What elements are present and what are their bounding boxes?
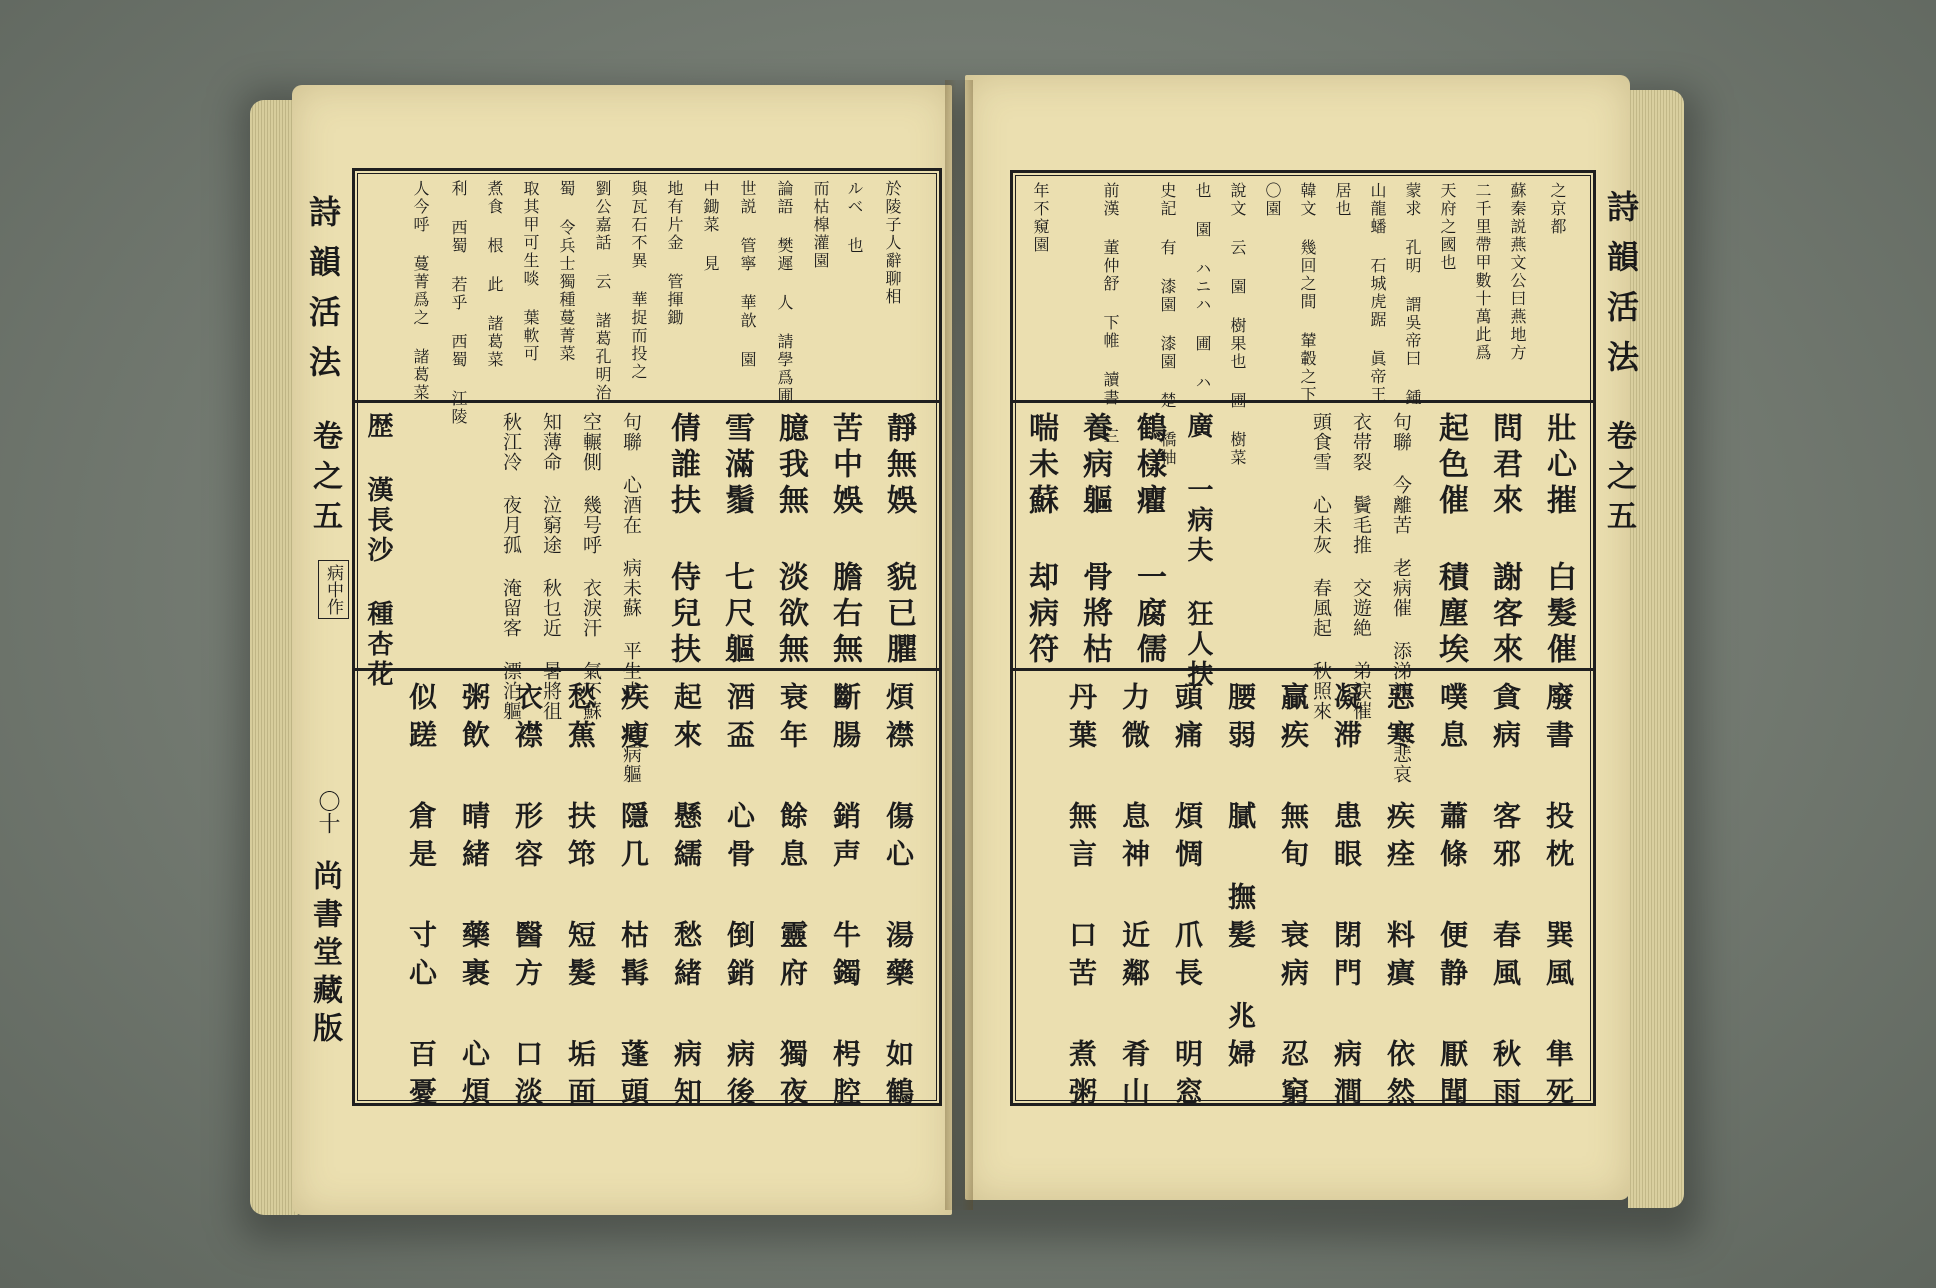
right-verse-col: 頭食雪 心未灰 春風起 秋照來: [1310, 412, 1332, 721]
left-vocab-col: 疾瘦 隱几 枯髯 蓬頭: [617, 682, 650, 1115]
left-verse-col: 秋江冷 夜月孤 淹留客 漂泊軀: [500, 412, 522, 721]
right-edge-volume: 卷之五: [1601, 420, 1636, 540]
left-verse-col: 苦中娛 膽右無: [827, 412, 862, 669]
right-upper-col: 前漢 董仲舒 下帷 讀書 三: [1101, 182, 1120, 446]
left-upper-col: 蜀 令兵士獨種蔓菁菜: [557, 180, 576, 363]
left-upper-col: 劉公嘉話 云 諸葛孔明治: [593, 180, 612, 402]
left-vocab-col: 酒盃 心骨 倒銷 病後: [723, 682, 756, 1115]
left-vocab-col: 粥飲 晴緒 藥裹 心煩: [458, 682, 491, 1115]
right-upper-col: 蘇秦説燕文公曰燕地方: [1508, 182, 1527, 362]
right-vocab-col: 頭痛 煩惆 爪長 明窓: [1171, 682, 1204, 1115]
left-verse-col: 空輾側 幾号呼 衣淚汗 氣不蘇: [580, 412, 602, 721]
left-upper-col: 世説 管寧 華歆 園: [738, 180, 757, 369]
right-upper-col: 之京都: [1548, 182, 1567, 236]
left-edge-title: 詩韻活法: [304, 195, 342, 395]
right-vocab-col: 腰弱 膩 撫髪 兆婦: [1224, 682, 1257, 1077]
left-upper-col: 利 西蜀 若乎 西蜀 江陵: [449, 180, 468, 426]
right-upper-col: 也 園 ハニハ 圃 ハ: [1193, 182, 1212, 392]
right-verse-col: 起色催 積塵埃: [1433, 412, 1468, 669]
left-vocab-col: 斷腸 銷声 牛鐲 枵腔: [829, 682, 862, 1115]
left-vocab-col: 衰年 餘息 靈府 獨夜: [776, 682, 809, 1115]
right-verse-col: 養病軀 骨將枯: [1077, 412, 1112, 669]
right-verse-col: 問君來 謝客來: [1487, 412, 1522, 669]
left-upper-col: 取其甲可生啖 葉軟可: [521, 180, 540, 363]
right-verse-col: 句聯 今離苦 老病催 添涕淚 助悲哀: [1390, 412, 1412, 784]
right-verse-col: 壯心摧 白髮催: [1541, 412, 1576, 669]
left-upper-col: 人今呼 蔓菁爲之 諸葛菜: [411, 180, 430, 402]
right-edge-title: 詩韻活法: [1602, 190, 1640, 390]
left-edge-page-number: 〇十: [315, 790, 340, 834]
right-vocab-col: 凝滞 患眼 閉門 病澗: [1330, 682, 1363, 1115]
right-vocab-col: 惡寒 疾痊 料瘨 依然: [1383, 682, 1416, 1115]
left-upper-col: 與瓦石不異 華捉而投之: [629, 180, 648, 381]
left-upper-col: 於陵子人辭聊相: [883, 180, 902, 306]
left-vocab-col: 煩襟 傷心 湯藥 如鶴: [882, 682, 915, 1115]
left-verse-col: 靜無娛 貌已臞: [881, 412, 916, 669]
left-edge-volume: 卷之五: [307, 420, 342, 540]
left-edge-section: 病中作: [318, 560, 349, 619]
right-upper-col: 〇園: [1263, 182, 1282, 218]
right-upper-col: 居也: [1333, 182, 1352, 218]
left-upper-col: 地有片金 管揮鋤: [665, 180, 684, 327]
left-vocab-col: 愁蕉 扶筇 短髮 垢面: [564, 682, 597, 1115]
right-vocab-col: 噗息 蕭條 便静 厭聞: [1436, 682, 1469, 1115]
left-verse-col: 雪滿鬚 七尺軀: [719, 412, 754, 669]
right-vocab-col: 丹葉 無言 口苦 煮粥: [1065, 682, 1098, 1115]
left-vocab-col: 似蹉 倉是 寸心 百憂: [405, 682, 438, 1115]
right-verse-col: 廣 一病夫 狂人扶: [1183, 412, 1213, 690]
right-verse-col: 衣帯裂 鬢毛推 交遊絶 弟涙催: [1350, 412, 1372, 721]
page-edges-left: [250, 100, 298, 1215]
left-rule-upper: [352, 400, 942, 403]
right-upper-col: 山龍蟠 石城虎踞 眞帝王: [1368, 182, 1387, 404]
left-verse-col: 臆我無 淡欲無: [773, 412, 808, 669]
right-verse-col: 鶴樣癯 一腐儒: [1131, 412, 1166, 669]
right-upper-col: 史記 有 漆園 漆園 楚 橋柚: [1158, 182, 1177, 467]
right-upper-col: 二千里帶甲數十萬此爲: [1473, 182, 1492, 362]
right-upper-col: 蒙求 孔明 謂吳帝曰 鍾: [1403, 182, 1422, 407]
left-upper-col: 中鋤菜 見: [701, 180, 720, 273]
left-vocab-col: 衣襟 形容 醫方 口淡: [511, 682, 544, 1115]
right-vocab-col: 貪病 客邪 春風 秋雨: [1489, 682, 1522, 1115]
right-upper-col: 說文 云 園 樹果也 圃 樹菜: [1228, 182, 1247, 467]
left-verse-col: 句聯 心酒在 病未蘇 平生志 老病軀: [620, 412, 642, 784]
right-upper-col: 天府之國也: [1438, 182, 1457, 272]
right-vocab-col: 廢書 投枕 巽風 隼死: [1542, 682, 1575, 1115]
left-upper-col: ルベ 也: [845, 180, 864, 255]
left-verse-col: 歴 漢長沙 種杏花: [363, 412, 393, 690]
book-gutter: [945, 80, 973, 1210]
left-upper-col: 煮食 根 此 諸葛菜: [485, 180, 504, 369]
right-vocab-col: 贏疾 無旬 衰病 忍窮: [1277, 682, 1310, 1115]
right-verse-col: 喘未蘇 却病符: [1023, 412, 1058, 669]
left-vocab-col: 起來 懸繻 愁緒 病知: [670, 682, 703, 1115]
right-upper-col: 年不窺園: [1031, 182, 1050, 254]
left-upper-col: 而枯槹灌園: [811, 180, 830, 270]
left-verse-col: 知薄命 泣窮途 秋乜近 暑將徂: [540, 412, 562, 721]
left-verse-col: 倩誰扶 侍兒扶: [665, 412, 700, 669]
right-upper-col: 韓文 幾回之間 輦轂之下: [1298, 182, 1317, 404]
right-vocab-col: 力微 息神 近鄰 肴山: [1118, 682, 1151, 1115]
left-edge-publisher: 尚書堂藏版: [307, 860, 342, 1050]
left-upper-col: 論語 樊遲 人 請學爲圃: [775, 180, 794, 405]
